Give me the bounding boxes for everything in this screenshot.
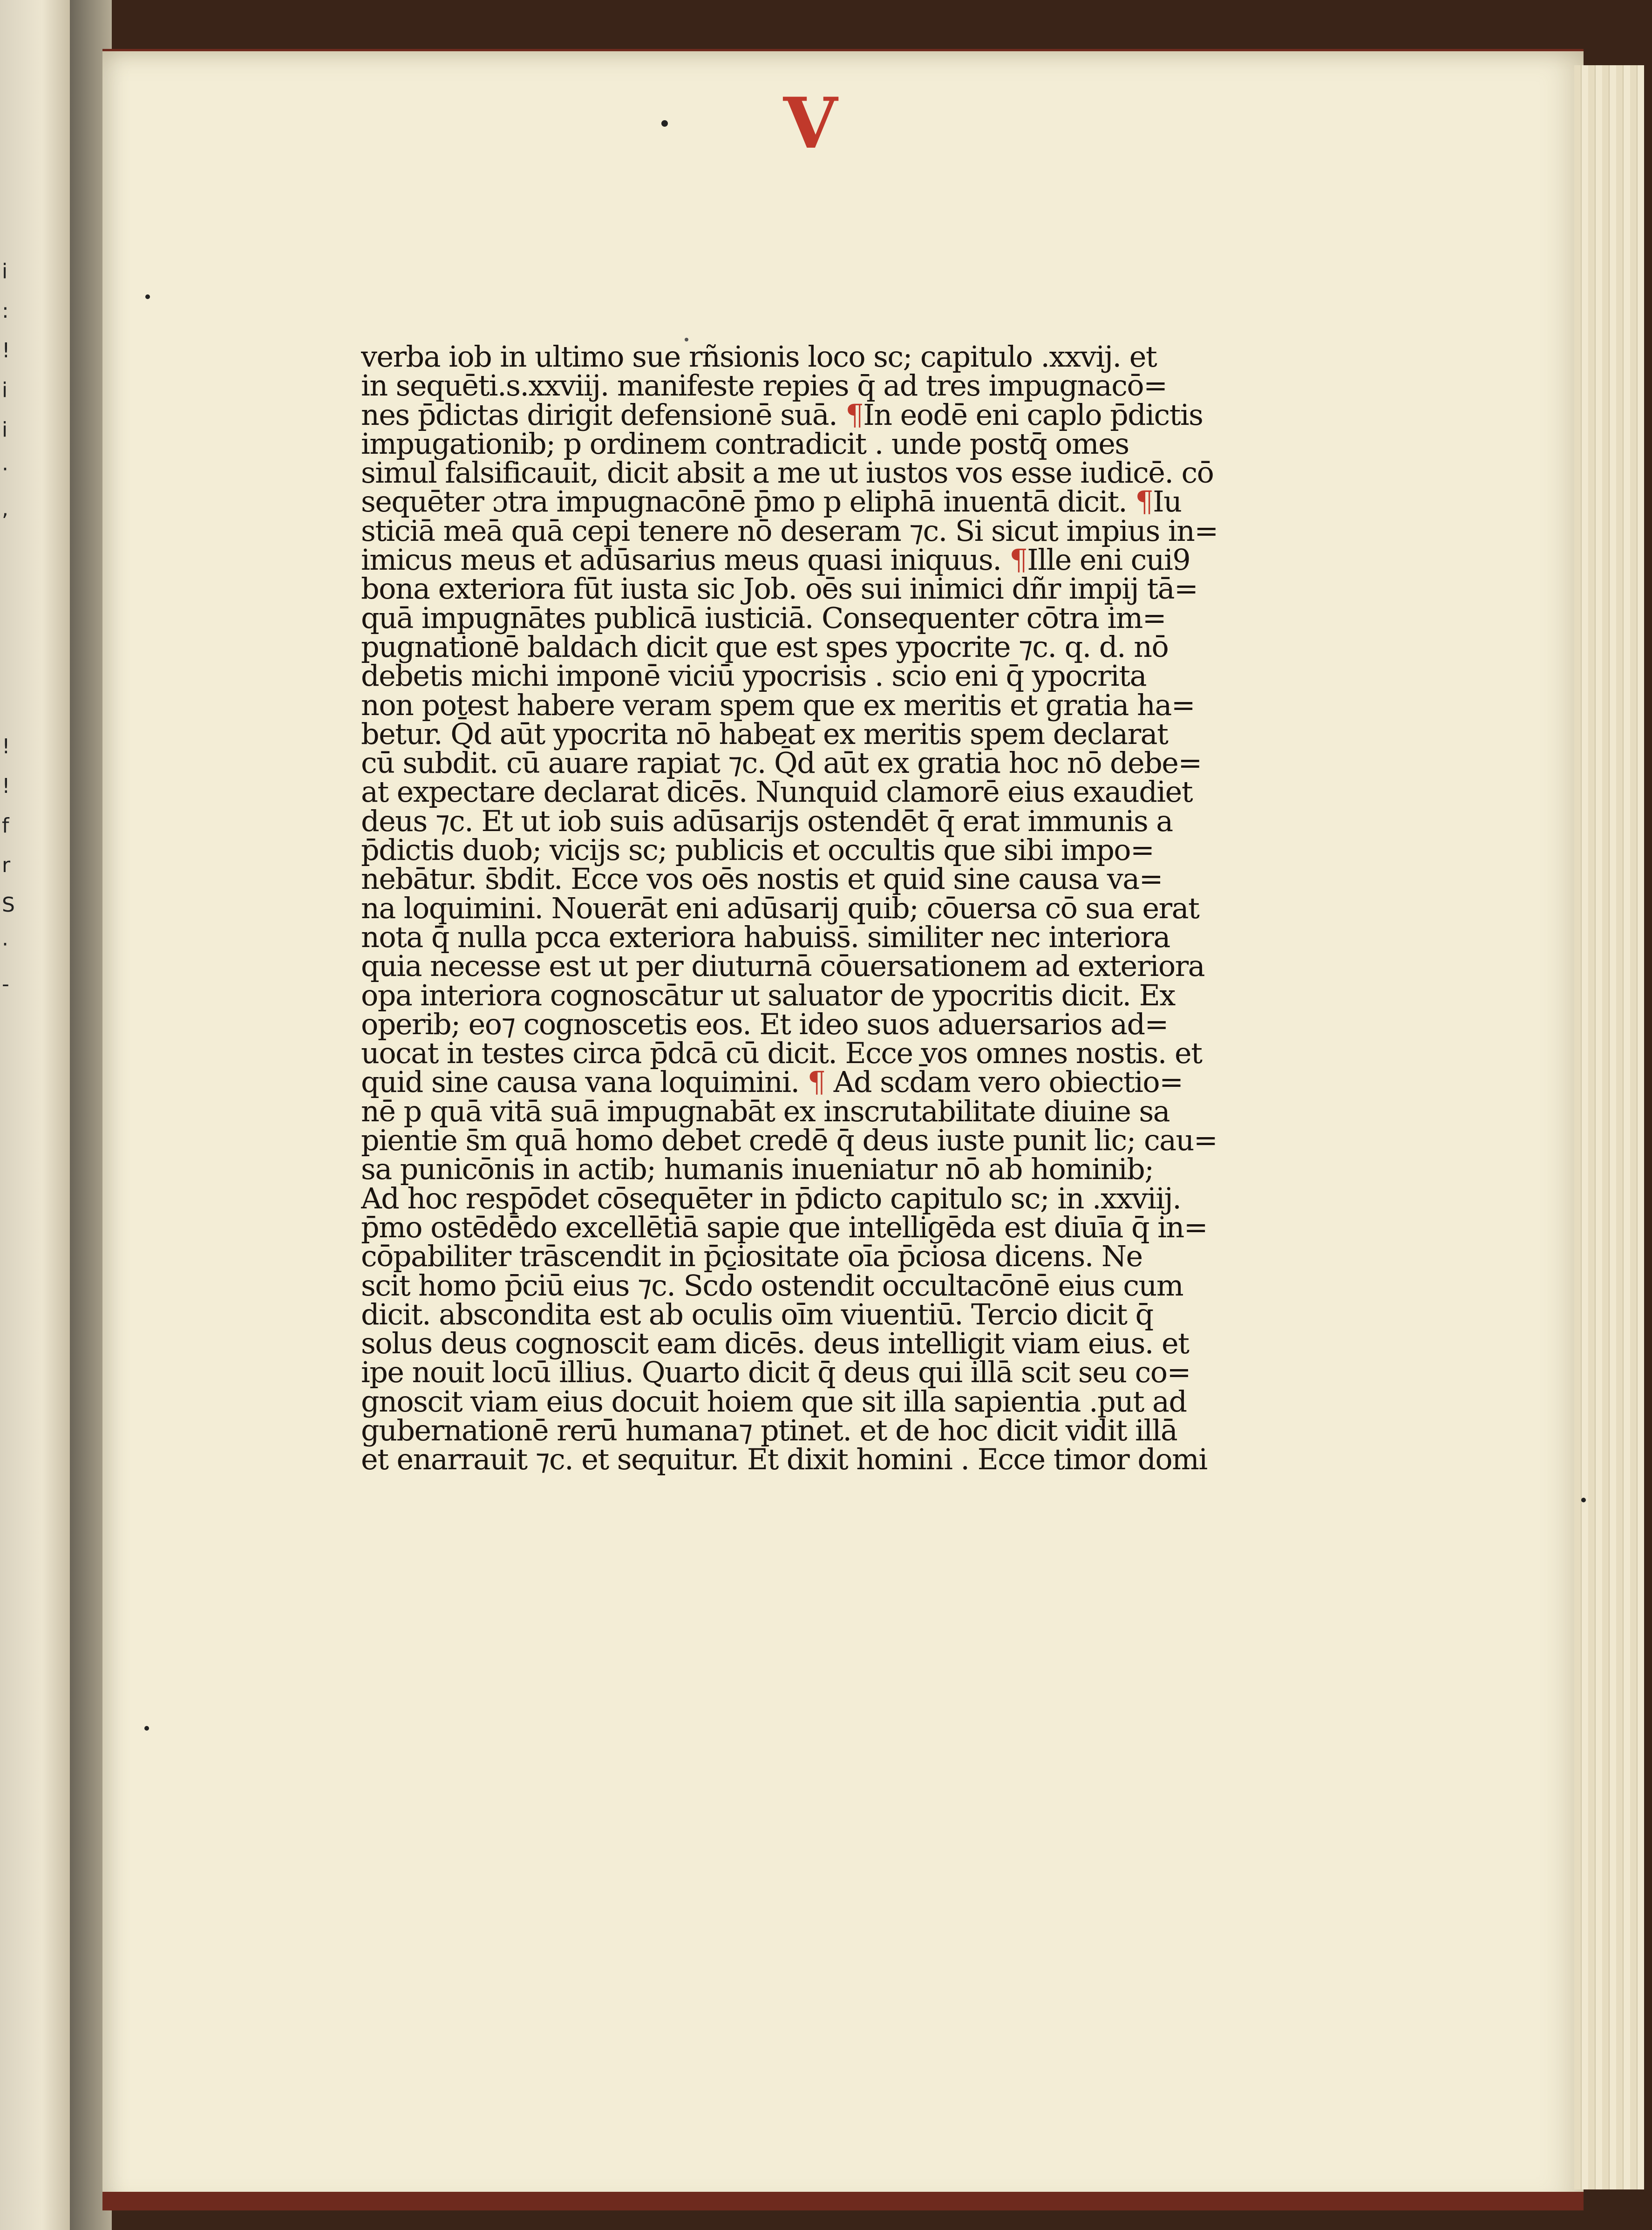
text-line: p̄mo ostēdēdo excellētiā sapie que intelligēda est diuīa q̄ in= [361, 1210, 1208, 1244]
text-line: pugnationē baldach dicit que est spes ypocrite ⁊c. q. d. nō [361, 629, 1169, 664]
text-line: cū subdit. cū auare rapiat ⁊c. Q̄d aūt ex gratia hoc nō debe= [361, 746, 1202, 780]
text-line: in sequēti.s.xxviij. manifeste repies q̄ ad tres impugnacō= [361, 368, 1167, 403]
text-line: gubernationē rerū humana⁊ ptinet. et de hoc dicit vidit illā [361, 1413, 1177, 1447]
text-line: bona exteriora fūt iusta sic Job. oēs sui inimici dñr impij tā= [361, 572, 1198, 606]
text-line: p̄dictis duob; vicijs sc; publicis et occultis que sibi impo= [361, 833, 1154, 867]
text-line: gnoscit viam eius docuit hoiem que sit illa sapientia .put ad [361, 1384, 1187, 1418]
text-line: et enarrauit ⁊c. et sequitur. Et dixit homini . Ecce timor domi [361, 1442, 1207, 1477]
ink-dot [144, 1726, 149, 1731]
text-line: quid sine causa vana loquimini. ¶ Ad scd̄am vero obiectio= [361, 1065, 1183, 1099]
signature-mark: V [783, 82, 838, 164]
ink-dot [1581, 1498, 1586, 1502]
text-line: Ad hoc respōdet cōsequēter in p̄dicto capitulo sc; in .xxviij. [361, 1181, 1181, 1215]
text-line: verba iob in ultimo sue rñsionis loco sc; capitulo .xxvij. et [361, 342, 1157, 374]
paragraph-mark: ¶ [1135, 484, 1153, 519]
text-line: impugationib; p ordinem contradicit . unde postq̄ omes [361, 426, 1129, 461]
text-line: scit homo p̄ciū eius ⁊c. Scd̄o ostendit occultacōnē eius cum [361, 1268, 1183, 1303]
text-line: cōpabiliter trāscendit in p̄ciositate oīa p̄ciosa dicens. Ne [361, 1239, 1142, 1274]
text-line: dicit. abscondita est ab oculis oīm viuentiū. Tercio dicit q̄ [361, 1297, 1153, 1331]
text-line: na loquimini. Nouerāt eni adūsarij quib; cōuersa cō sua erat [361, 891, 1199, 925]
text-line: betur. Q̄d aūt ypocrita nō habeat ex meritis spem declarat [361, 716, 1168, 751]
text-line: nota q̄ nulla pcca exteriora habuiss̄. similiter nec interiora [361, 920, 1170, 954]
text-line: solus deus cognoscit eam dicēs. deus intelligit viam eius. et [361, 1326, 1189, 1361]
text-line: at expectare declarat dicēs. Nunquid clamorē eius exaudiet [361, 775, 1193, 809]
paragraph-mark: ¶ [807, 1065, 825, 1099]
ink-dot [145, 294, 150, 299]
text-line: debetis michi imponē viciū ypocrisis . scio eni q̄ ypocrita [361, 659, 1146, 693]
text-line: sticiā meā quā cepi tenere nō deseram ⁊c. Si sicut impius in= [361, 513, 1218, 548]
text-line: opa interiora cognoscātur ut saluator de ypocritis dicit. Ex [361, 978, 1175, 1012]
left-page-edge [0, 0, 70, 2230]
left-leaf-marks: i : ! i i · , ! ! f r S · - [2, 259, 15, 996]
text-line: non potest habere veram spem que ex meritis et gratia ha= [361, 688, 1195, 722]
text-line: pientie s̄m quā homo debet credē q̄ deus iuste punit lic; cau= [361, 1123, 1217, 1158]
text-line: sequēter ɔtra impugnacōnē p̄mo p eliphā inuentā dicit. ¶Iu [361, 484, 1182, 519]
text-line: quia necesse est ut per diuturnā cōuersationem ad exteriora [361, 949, 1205, 983]
text-line: nebātur. s̄bdit. Ecce vos oēs nostis et quid sine causa va= [361, 862, 1163, 896]
fore-edge-leaves [1574, 65, 1644, 2189]
text-line: deus ⁊c. Et ut iob suis adūsarijs ostendēt q̄ erat immunis a [361, 804, 1173, 838]
text-line: quā impugnātes publicā iusticiā. Consequenter cōtra im= [361, 600, 1166, 635]
text-line: nes p̄dictas dirigit defensionē suā. ¶In eodē eni caplo p̄dictis [361, 397, 1203, 432]
ink-dot [685, 338, 688, 341]
text-line: nē p quā vitā suā impugnabāt ex inscrutabilitate diuine sa [361, 1094, 1170, 1128]
text-line: imicus meus et adūsarius meus quasi iniquus. ¶Ille eni cui9 [361, 543, 1190, 577]
ink-dot [661, 120, 668, 127]
paragraph-mark: ¶ [1009, 543, 1027, 577]
text-line: uocat in testes circa p̄dcā cū dicit. Ecce vos omnes nostis. et [361, 1036, 1202, 1071]
text-line: sa punicōnis in actib; humanis inueniatur nō ab hominib; [361, 1152, 1154, 1187]
text-line: simul falsificauit, dicit absit a me ut iustos vos esse iudicē. cō [361, 456, 1214, 490]
text-line: operib; eo⁊ cognoscetis eos. Et ideo suos aduersarios ad= [361, 1007, 1168, 1041]
text-line: ipe nouit locū illius. Quarto dicit q̄ deus qui illā scit seu co= [361, 1355, 1190, 1390]
binding-edge-bottom [102, 2192, 1584, 2210]
paragraph-mark: ¶ [845, 397, 863, 432]
body-text [361, 342, 1223, 1735]
